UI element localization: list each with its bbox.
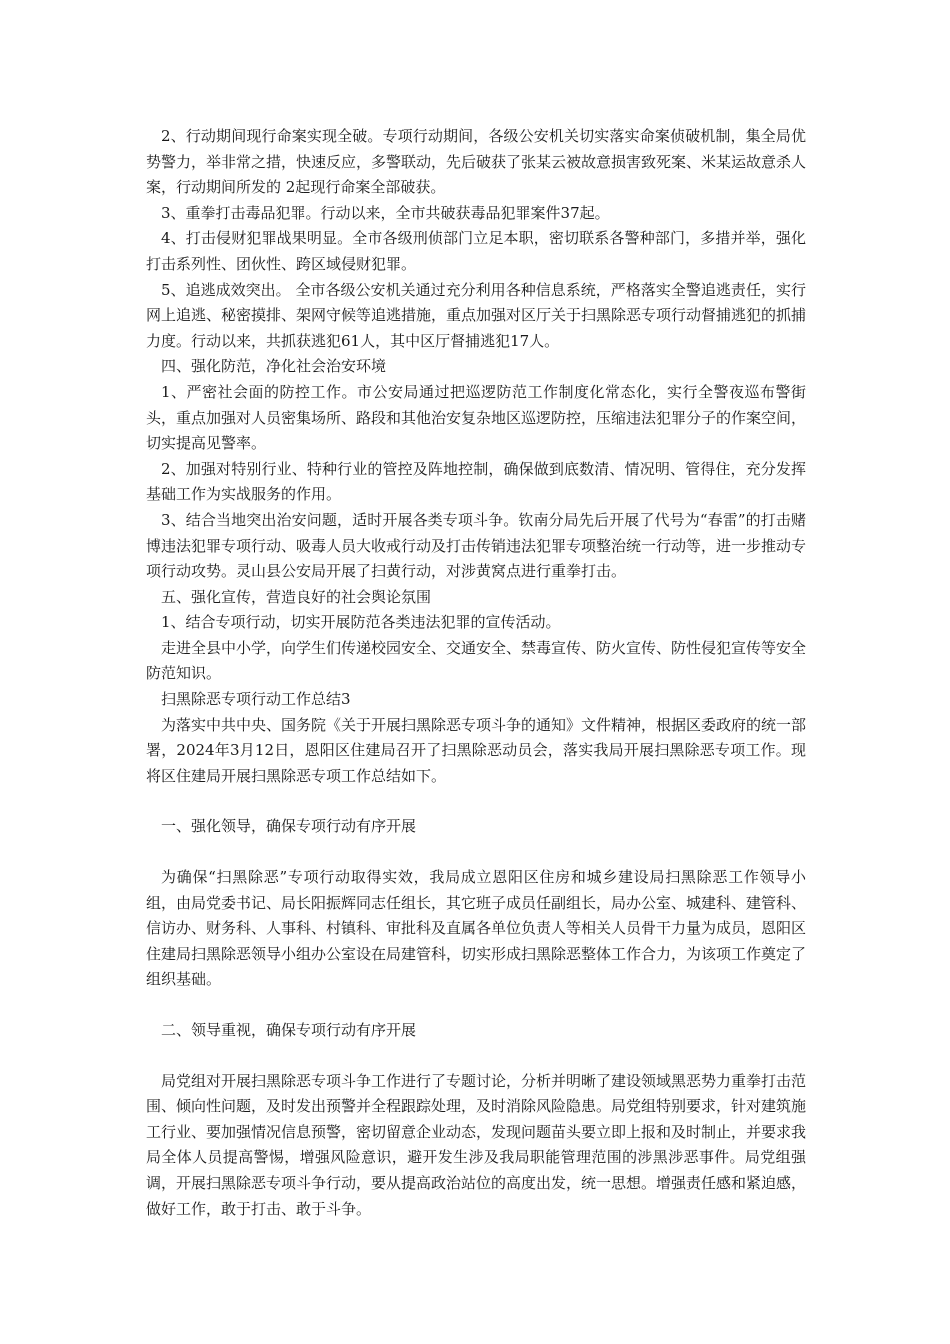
- paragraph-leading-group: 为确保“扫黑除恶”专项行动取得实效，我局成立恩阳区住房和城乡建设局扫黑除恶工作领导小组，由局党委书记、局长阳振辉同志任组长，其它班子成员任副组长，局办公室、城建科、建管科、信访办、财务科、人事科、村镇科、审批科及直属各单位负责人等相关人员骨干力量为成员，恩阳区住建局扫黑除恶领导小组办公室设在局建管科，切实形成扫黑除恶整体工作合力，为该项工作奠定了组织基础。: [146, 868, 807, 989]
- paragraph-publicity-activities: 1、结合专项行动，切实开展防范各类违法犯罪的宣传活动。: [161, 613, 561, 632]
- document-page: [146, 124, 806, 1222]
- paragraph-patrol-control: 1、严密社会面的防控工作。市公安局通过把巡逻防范工作制度化常态化，实行全警夜巡布警街头，重点加强对人员密集场所、路段和其他治安复杂地区巡逻防控，压缩违法犯罪分子的作案空间，切实提高见警率。: [146, 382, 807, 453]
- section-heading-prevention: 四、强化防范，净化社会治安环境: [161, 357, 387, 376]
- paragraph-fugitive-pursuit: 5、追逃成效突出。 全市各级公安机关通过充分利用各种信息系统，严格落实全警追逃责任，实行网上追逃、秘密摸排、架网守候等追逃措施，重点加强对区厅关于扫黑除恶专项行动督捕逃犯的抓捕力度。行动以来，共抓获逃犯61人，其中区厅督捕逃犯17人。: [146, 280, 807, 350]
- paragraph-industry-control: 2、加强对特别行业、特种行业的管控及阵地控制，确保做到底数清、情况明、管得住，充分发挥基础工作为实战服务的作用。: [146, 459, 806, 504]
- paragraph-case-solving: 2、行动期间现行命案实现全破。专项行动期间，各级公安机关切实落实命案侦破机制，集全局优势警力，举非常之措，快速反应，多警联动，先后破获了张某云被故意损害致死案、米某运故意杀人案，行动期间所发的 2起现行命案全部破获。: [146, 127, 807, 197]
- section-heading-attention: 二、领导重视，确保专项行动有序开展: [161, 1021, 417, 1039]
- section-heading-leadership: 一、强化领导，确保专项行动有序开展: [161, 817, 417, 836]
- paragraph-party-discussion: 局党组对开展扫黑除恶专项斗争工作进行了专题讨论，分析并明晰了建设领域黑恶势力重拳打击范围、倾向性问题，及时发出预警并全程跟踪处理，及时消除风险隐患。局党组特别要求，针对建筑施工行业、要加强情况信息预警，密切留意企业动态，发现问题苗头要立即上报和及时制止，并要求我局全体人员提高警惕，增强风险意识，避开发生涉及我局职能管理范围的涉黑涉恶事件。局党组强调，开展扫黑除恶专项斗争行动，要从提高政治站位的高度出发，统一思想。增强责任感和紧迫感，做好工作，敢于打击、敢于斗争。: [146, 1071, 807, 1218]
- blank-line: [146, 993, 806, 1018]
- blank-line: [146, 789, 806, 814]
- blank-line: [146, 1044, 806, 1069]
- paragraph-school-outreach: 走进全县中小学，向学生们传递校园安全、交通安全、禁毒宣传、防火宣传、防性侵犯宣传等安全防范知识。: [146, 638, 807, 683]
- paragraph-property-crime: 4、打击侵财犯罪战果明显。全市各级刑侦部门立足本职，密切联系各警种部门，多措并举，强化打击系列性、团伙性、跨区域侵财犯罪。: [146, 229, 806, 273]
- blank-line: [146, 840, 806, 865]
- document-subtitle: 扫黑除恶专项行动工作总结3: [161, 690, 351, 709]
- paragraph-drug-crime: 3、重拳打击毒品犯罪。行动以来，全市共破获毒品犯罪案件37起。: [161, 203, 610, 222]
- paragraph-introduction: 为落实中共中央、国务院《关于开展扫黑除恶专项斗争的通知》文件精神，根据区委政府的统一部署，2024年3月12日，恩阳区住建局召开了扫黑除恶动员会，落实我局开展扫黑除恶专项工作。现将区住建局开展扫黑除恶专项工作总结如下。: [146, 715, 807, 785]
- section-heading-publicity: 五、强化宣传，营造良好的社会舆论氛围: [161, 587, 432, 606]
- paragraph-special-campaigns: 3、结合当地突出治安问题，适时开展各类专项斗争。钦南分局先后开展了代号为“春雷”的打击赌博违法犯罪专项行动、吸毒人员大收戒行动及打击传销违法犯罪专项整治统一行动等，进一步推动专项行动攻势。灵山县公安局开展了扫黄行动，对涉黄窝点进行重拳打击。: [146, 510, 807, 581]
